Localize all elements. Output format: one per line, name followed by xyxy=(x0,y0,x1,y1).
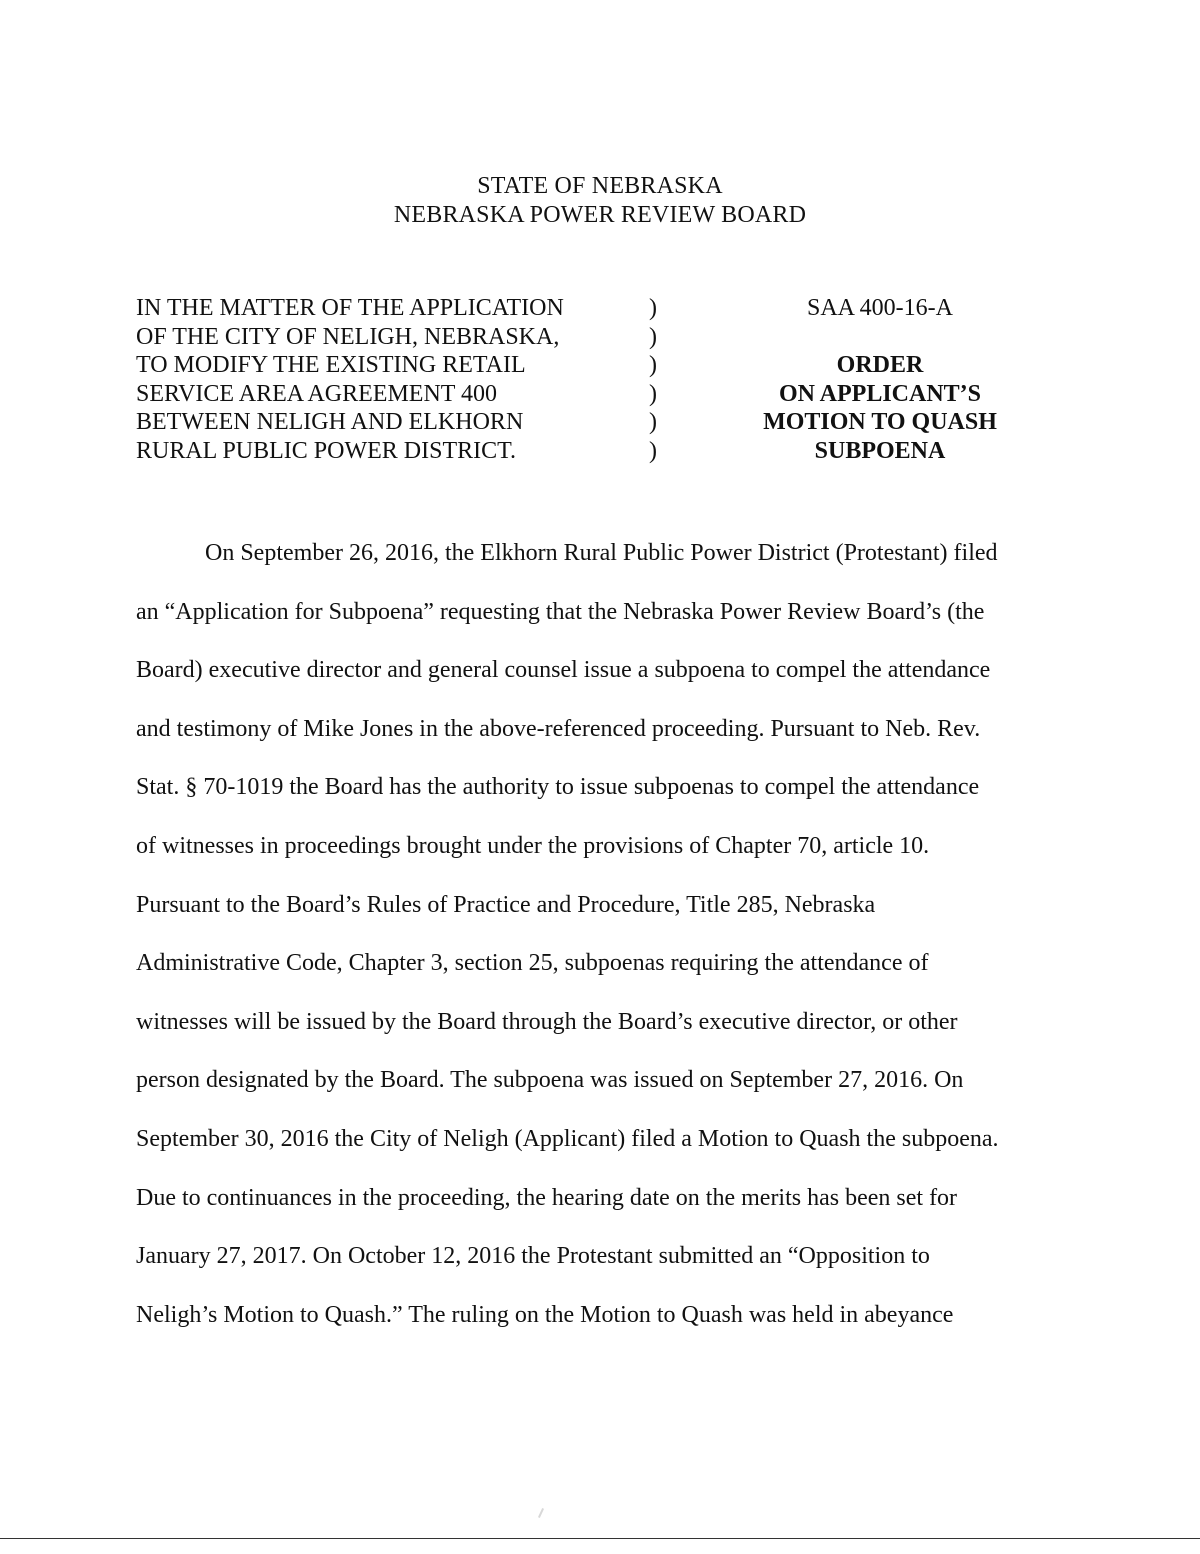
header-board: NEBRASKA POWER REVIEW BOARD xyxy=(393,202,807,228)
body-line: Stat. § 70-1019 the Board has the authority to issue subpoenas to compel the attendance xyxy=(136,774,980,801)
caption-paren: ) xyxy=(649,323,657,350)
order-title-line: SUBPOENA xyxy=(814,437,946,464)
caption-line: SERVICE AREA AGREEMENT 400 xyxy=(136,380,497,407)
caption-line: BETWEEN NELIGH AND ELKHORN xyxy=(136,409,524,436)
case-caption-parties xyxy=(136,294,564,466)
body-line: September 30, 2016 the City of Neligh (Applicant) filed a Motion to Quash the subpoena. xyxy=(136,1125,999,1152)
caption-line: OF THE CITY OF NELIGH, NEBRASKA, xyxy=(136,323,560,350)
body-line: Board) executive director and general counsel issue a subpoena to compel the attendance xyxy=(136,657,991,684)
case-caption-title xyxy=(740,294,1020,466)
body-line: of witnesses in proceedings brought under the provisions of Chapter 70, article 10. xyxy=(136,832,930,859)
header-state: STATE OF NEBRASKA xyxy=(477,173,723,199)
body-line: Administrative Code, Chapter 3, section 25, subpoenas requiring the attendance of xyxy=(136,950,929,977)
body-line: Pursuant to the Board’s Rules of Practice and Procedure, Title 285, Nebraska xyxy=(136,891,876,918)
caption-line: TO MODIFY THE EXISTING RETAIL xyxy=(136,352,526,379)
document-header xyxy=(0,172,1200,230)
case-number: SAA 400-16-A xyxy=(806,295,953,321)
body-line: person designated by the Board. The subpoena was issued on September 27, 2016. On xyxy=(136,1067,964,1094)
order-title-line: ORDER xyxy=(836,352,924,379)
body-line: On September 26, 2016, the Elkhorn Rural Public Power District (Protestant) filed xyxy=(205,540,998,566)
order-title-line: MOTION TO QUASH xyxy=(763,409,997,436)
caption-paren: ) xyxy=(649,295,657,321)
caption-parentheses xyxy=(649,294,657,466)
page-bottom-rule xyxy=(0,1538,1200,1539)
scan-artifact xyxy=(538,1508,544,1518)
body-line: witnesses will be issued by the Board through the Board’s executive director, or other xyxy=(136,1008,958,1035)
body-line: and testimony of Mike Jones in the above-referenced proceeding. Pursuant to Neb. Rev. xyxy=(136,715,981,742)
body-line: Due to continuances in the proceeding, the hearing date on the merits has been set for xyxy=(136,1184,958,1211)
order-body xyxy=(136,524,1036,1344)
caption-line: IN THE MATTER OF THE APPLICATION xyxy=(136,295,564,321)
caption-line: RURAL PUBLIC POWER DISTRICT. xyxy=(136,437,517,464)
caption-paren: ) xyxy=(649,437,657,464)
caption-paren: ) xyxy=(649,409,657,436)
caption-paren: ) xyxy=(649,380,657,407)
body-line: Neligh’s Motion to Quash.” The ruling on the Motion to Quash was held in abeyance xyxy=(136,1301,954,1328)
body-line: an “Application for Subpoena” requesting that the Nebraska Power Review Board’s (the xyxy=(136,598,985,625)
order-title-line: ON APPLICANT’S xyxy=(778,380,982,407)
body-line: January 27, 2017. On October 12, 2016 the Protestant submitted an “Opposition to xyxy=(136,1243,930,1270)
caption-paren: ) xyxy=(649,352,657,379)
